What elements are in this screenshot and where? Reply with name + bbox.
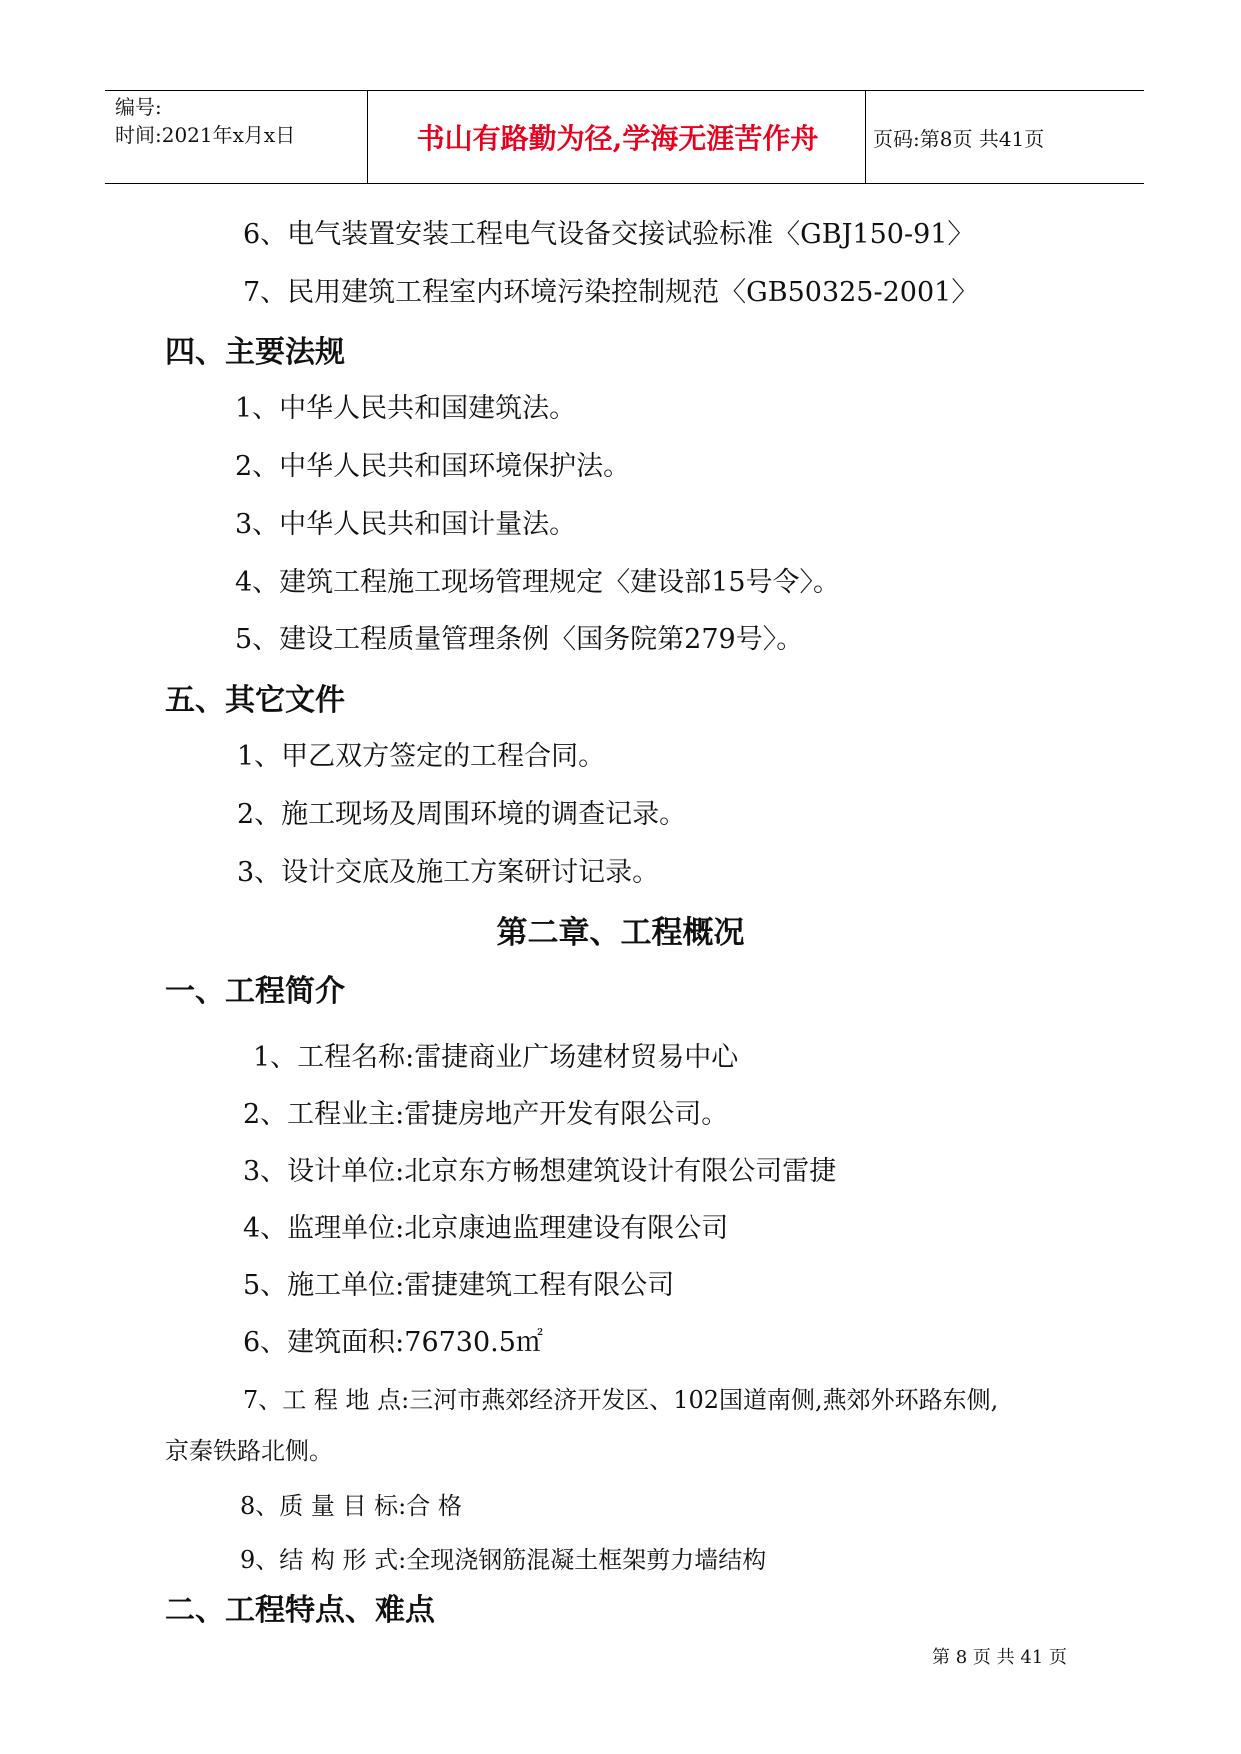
standard-item: 6、电气装置安装工程电气设备交接试验标准〈GBJ150-91〉 [243,219,975,250]
regulation-item: 4、建筑工程施工现场管理规定〈建设部15号令〉。 [235,567,841,598]
header-page-info: 页码:第8页 共41页 [873,127,1045,151]
document-item: 2、施工现场及周围环境的调查记录。 [237,799,687,830]
document-item: 1、甲乙双方签定的工程合同。 [237,741,606,772]
page-header [105,90,1144,184]
section-heading-overview: 一、工程简介 [165,974,345,1009]
header-time: 时间:2021年x月x日 [115,123,296,147]
section-heading-regulations: 四、主要法规 [165,335,345,370]
overview-item: 6、建筑面积:76730.5㎡ [243,1327,543,1358]
header-divider [367,91,368,183]
overview-item-continued: 京秦铁路北侧。 [165,1437,333,1465]
overview-item: 1、工程名称:雷捷商业广场建材贸易中心 [253,1042,739,1073]
overview-item: 7、工 程 地 点:三河市燕郊经济开发区、102国道南侧,燕郊外环路东侧, [243,1386,999,1414]
overview-item: 4、监理单位:北京康迪监理建设有限公司 [243,1213,729,1244]
header-divider [865,91,866,183]
overview-item: 8、质 量 目 标:合 格 [240,1492,462,1520]
regulation-item: 2、中华人民共和国环境保护法。 [235,451,631,482]
regulation-item: 1、中华人民共和国建筑法。 [235,393,577,424]
header-number-label: 编号: [115,95,162,119]
chapter-title: 第二章、工程概况 [496,915,745,951]
page-footer: 第 8 页 共 41 页 [932,1647,1067,1668]
header-motto: 书山有路勤为径,学海无涯苦作舟 [416,122,819,155]
overview-item: 5、施工单位:雷捷建筑工程有限公司 [243,1270,675,1301]
overview-item: 3、设计单位:北京东方畅想建筑设计有限公司雷捷 [243,1156,837,1187]
section-heading-features: 二、工程特点、难点 [165,1593,435,1628]
overview-item: 2、工程业主:雷捷房地产开发有限公司。 [243,1099,729,1130]
section-heading-other-docs: 五、其它文件 [165,683,345,718]
overview-item: 9、结 构 形 式:全现浇钢筋混凝土框架剪力墙结构 [240,1546,767,1574]
standard-item: 7、民用建筑工程室内环境污染控制规范〈GB50325-2001〉 [243,277,979,308]
regulation-item: 5、建设工程质量管理条例〈国务院第279号〉。 [235,624,804,655]
document-item: 3、设计交底及施工方案研讨记录。 [237,857,660,888]
regulation-item: 3、中华人民共和国计量法。 [235,509,577,540]
header-meta [115,93,295,149]
